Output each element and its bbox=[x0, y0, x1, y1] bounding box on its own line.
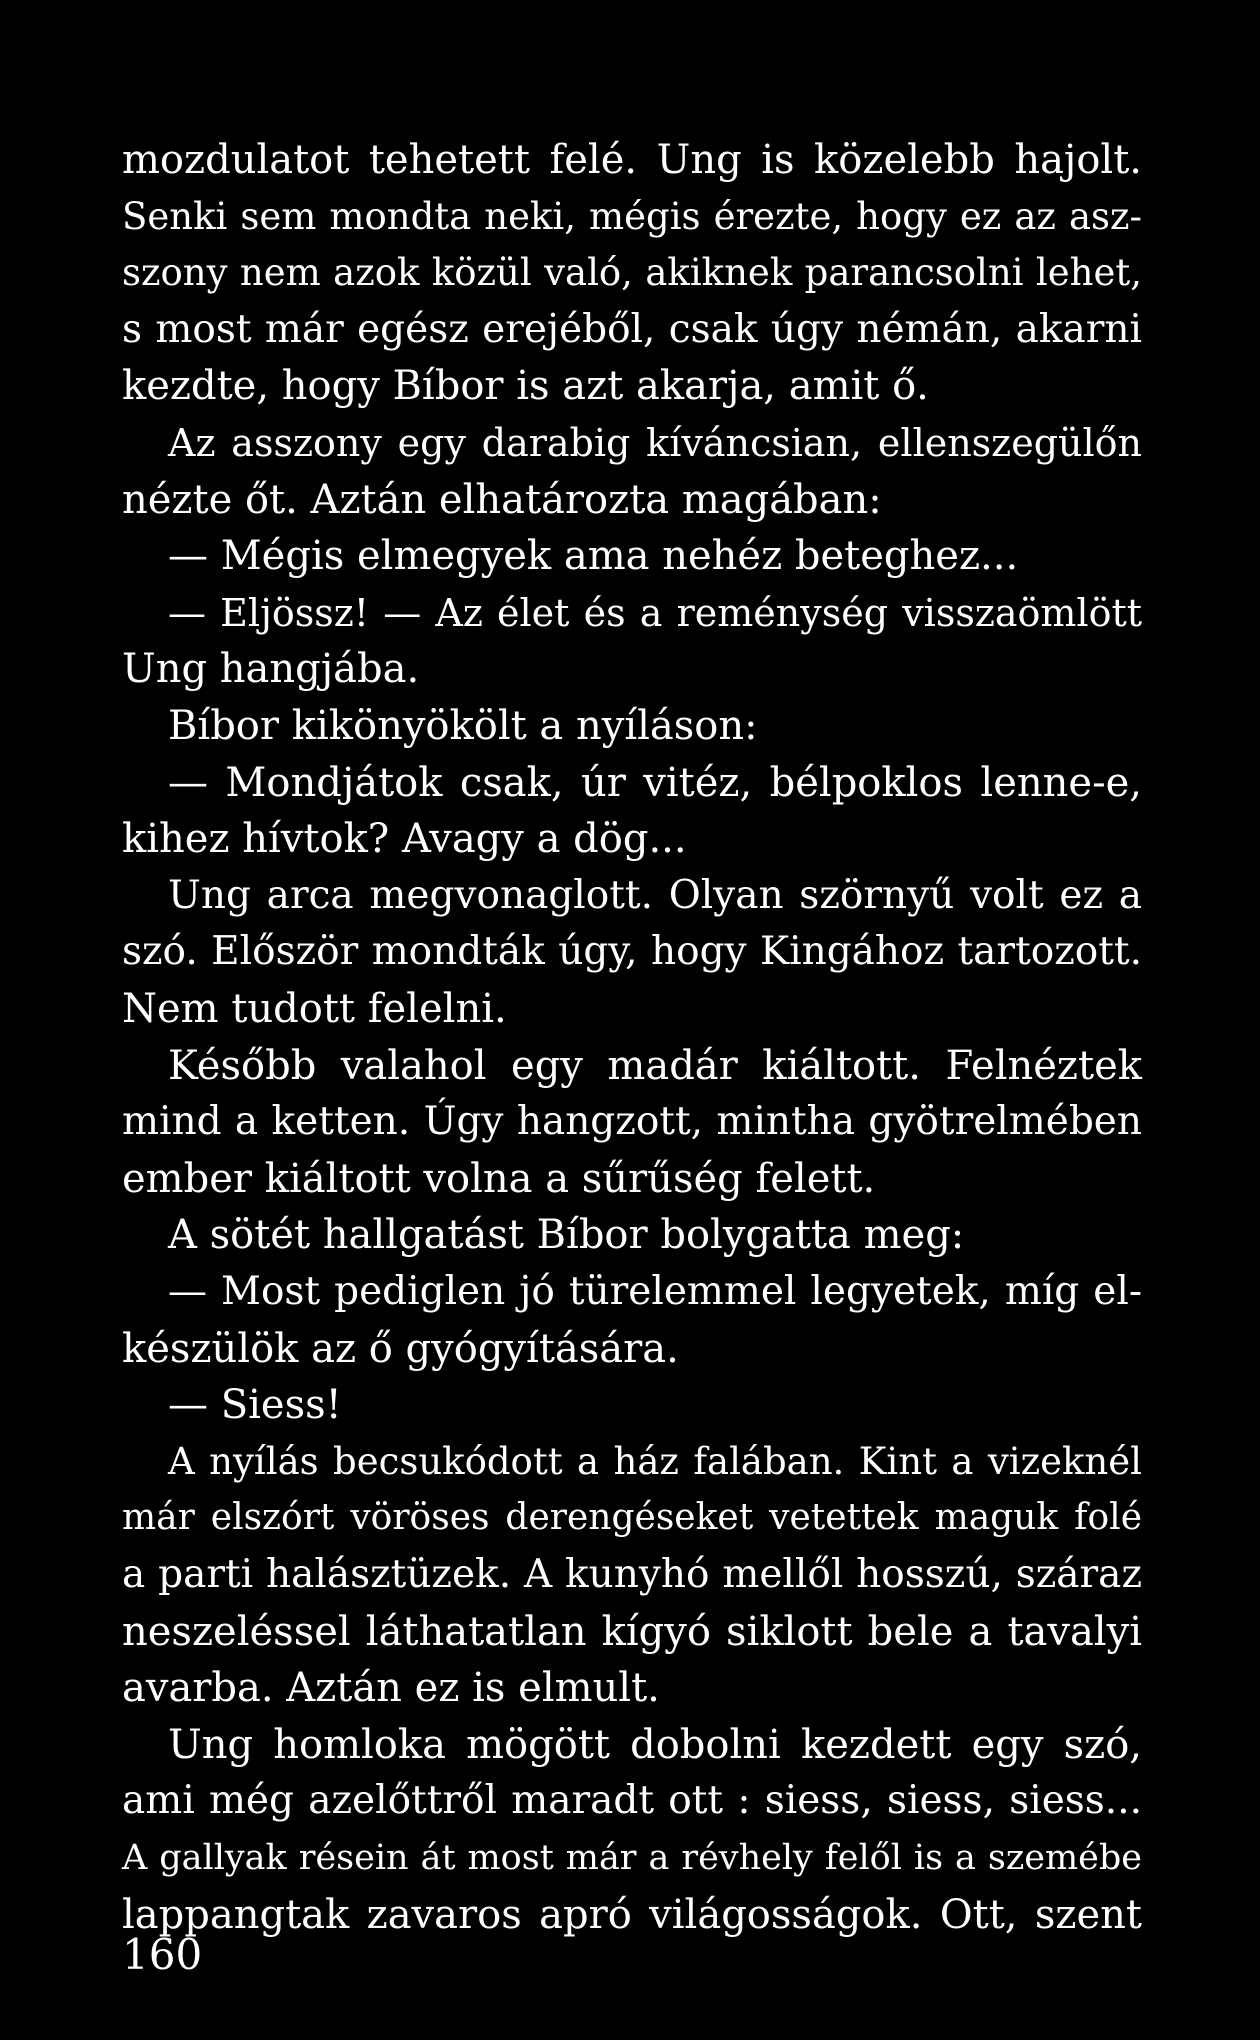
text-line: avarba. Aztán ez is elmult. bbox=[122, 1665, 660, 1712]
text-line: — Siess! bbox=[168, 1382, 342, 1429]
text-line: nézte őt. Aztán elhatározta magában: bbox=[122, 476, 882, 523]
text-line: Ung homloka mögött dobolni kezdett egy szó, bbox=[168, 1721, 1142, 1768]
text-line: már elszórt vöröses derengéseket vetettek maguk folé bbox=[122, 1497, 1142, 1539]
text-line: — Mégis elmegyek ama nehéz beteghez... bbox=[168, 533, 1019, 580]
text-line: — Mondjátok csak, úr vitéz, bélpoklos lenne-e, bbox=[168, 759, 1142, 806]
text-line: Ung arca megvonaglott. Olyan szörnyű volt ez a bbox=[168, 872, 1142, 918]
text-line: A gallyak résein át most már a révhely felől is a szemébe bbox=[122, 1838, 1142, 1878]
text-line: lappangtak zavaros apró világosságok. Ott, szent bbox=[122, 1891, 1142, 1938]
text-line: Ung hangjába. bbox=[122, 646, 420, 693]
text-line: Senki sem mondta neki, mégis érezte, hogy ez az asz- bbox=[122, 194, 1142, 238]
text-line: készülök az ő gyógyítására. bbox=[122, 1325, 679, 1372]
page-number: 160 bbox=[122, 1930, 203, 1979]
text-line: kezdte, hogy Bíbor is azt akarja, amit ő. bbox=[122, 363, 929, 410]
text-line: Később valahol egy madár kiáltott. Felnéztek bbox=[168, 1042, 1142, 1089]
text-line: A sötét hallgatást Bíbor bolygatta meg: bbox=[168, 1212, 965, 1259]
text-line: szó. Először mondták úgy, hogy Kingához tartozott. bbox=[122, 929, 1142, 975]
text-line: A nyílás becsukódott a ház falában. Kint a vizeknél bbox=[168, 1439, 1142, 1483]
text-line: neszeléssel láthatatlan kígyó siklott bele a tavalyi bbox=[122, 1608, 1142, 1655]
text-line: s most már egész erejéből, csak úgy némán, akarni bbox=[122, 306, 1142, 352]
text-line: Az asszony egy darabig kíváncsian, ellenszegülőn bbox=[168, 421, 1142, 465]
text-line: — Most pediglen jó türelemmel legyetek, míg el- bbox=[168, 1269, 1142, 1314]
text-line: ami még azelőttről maradt ott : siess, siess, siess... bbox=[122, 1778, 1142, 1824]
text-line: — Eljössz! — Az élet és a reménység visszaömlött bbox=[168, 590, 1142, 635]
text-line: Nem tudott felelni. bbox=[122, 986, 507, 1032]
text-line: mind a ketten. Úgy hangzott, mintha gyötrelmében bbox=[122, 1099, 1142, 1145]
text-line: kihez hívtok? Avagy a dög... bbox=[122, 816, 687, 863]
text-line: mozdulatot tehetett felé. Ung is közelebb hajolt. bbox=[122, 137, 1142, 183]
text-line: Bíbor kikönyökölt a nyíláson: bbox=[168, 703, 758, 749]
text-line: ember kiáltott volna a sűrűség felett. bbox=[122, 1155, 876, 1202]
text-line: szony nem azok közül való, akiknek parancsolni lehet, bbox=[122, 251, 1142, 295]
text-line: a parti halásztüzek. A kunyhó mellől hosszú, száraz bbox=[122, 1552, 1142, 1597]
